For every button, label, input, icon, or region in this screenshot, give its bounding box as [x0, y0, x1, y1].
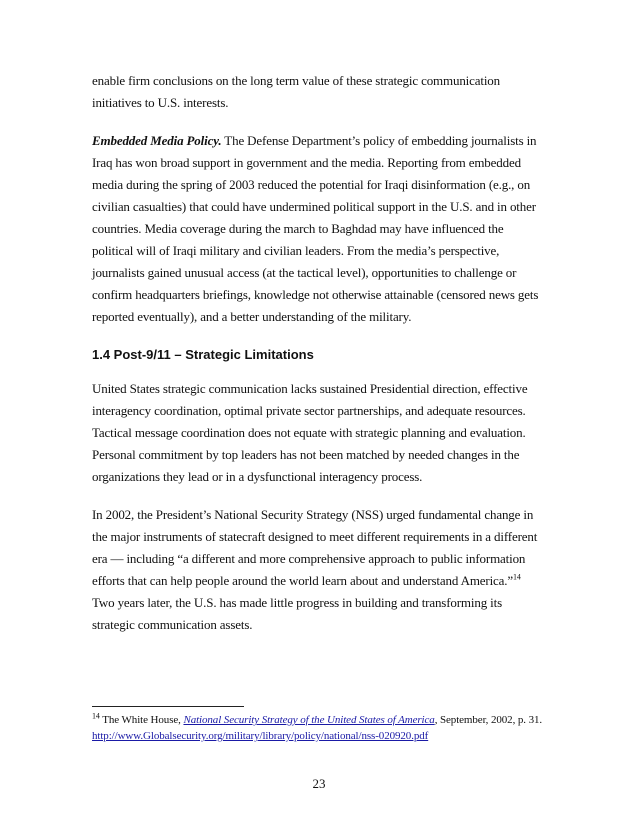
- page-number: 23: [312, 776, 326, 791]
- intro-paragraph: [92, 70, 552, 114]
- section-heading: 1.4 Post-9/11 – Strategic Limitations: [92, 347, 314, 362]
- text-line: Personal commitment by top leaders has not been matched by needed changes in the: [92, 447, 520, 462]
- text-fragment: , September, 2002, p. 31.: [434, 714, 543, 726]
- text-line: Two years later, the U.S. has made little progress in building and transforming its: [92, 595, 502, 610]
- section-paragraph-1: [92, 378, 552, 488]
- section-paragraph-2: [92, 504, 552, 636]
- text-line: political will of Iraqi military and civilian leaders. From the media’s perspective,: [92, 243, 500, 258]
- footnote-reference[interactable]: 14: [513, 572, 521, 582]
- text-line: Tactical message coordination does not equate with strategic planning and evaluation.: [92, 425, 526, 440]
- text-line: countries. Media coverage during the march to Baghdad may have influenced the: [92, 221, 504, 236]
- text-line: journalists gained unusual access (at the tactical level), opportunities to challenge or: [92, 265, 517, 280]
- embedded-media-heading: Embedded Media Policy.: [92, 133, 222, 148]
- embedded-media-paragraph: [92, 130, 552, 328]
- page-body: [92, 70, 552, 652]
- text-fragment: The Defense Department’s policy of embedding journalists in: [221, 133, 537, 148]
- text-line: strategic communication assets.: [92, 617, 253, 632]
- footnote-divider: [92, 706, 244, 707]
- footnote: [92, 712, 562, 744]
- footnote-url-link[interactable]: http://www.Globalsecurity.org/military/library/policy/national/nss-020920.pdf: [92, 730, 429, 742]
- text-line: civilian casualties) that could have undermined political support in the U.S. and in other: [92, 199, 536, 214]
- text-line: [92, 130, 552, 152]
- text-line: In 2002, the President’s National Security Strategy (NSS) urged fundamental change in: [92, 507, 534, 522]
- text-fragment: The White House,: [99, 714, 184, 726]
- footnote-citation: [92, 712, 562, 728]
- text-line: enable firm conclusions on the long term value of these strategic communication: [92, 73, 500, 88]
- text-line: era — including “a different and more comprehensive approach to public information: [92, 551, 526, 566]
- footnote-title-link[interactable]: National Security Strategy of the United States of America: [183, 714, 435, 726]
- text-line: confirm headquarters briefings, knowledge not otherwise attainable (censored news gets: [92, 287, 539, 302]
- text-line: reported eventually), and a better understanding of the military.: [92, 309, 412, 324]
- text-line: Iraq has won broad support in government and the media. Reporting from embedded: [92, 155, 521, 170]
- text-line: United States strategic communication lacks sustained Presidential direction, effective: [92, 381, 528, 396]
- text-line: the major instruments of statecraft designed to meet different requirements in a different: [92, 529, 538, 544]
- text-line: organizations they lead or in a dysfunctional interagency process.: [92, 469, 423, 484]
- text-line: initiatives to U.S. interests.: [92, 95, 229, 110]
- footnote-number: 14: [92, 711, 100, 721]
- text-line: [92, 570, 552, 592]
- text-fragment: efforts that can help people around the world learn about and understand America.”: [92, 573, 513, 588]
- text-line: media during the spring of 2003 reduced the potential for Iraqi disinformation (e.g., on: [92, 177, 531, 192]
- text-line: interagency coordination, optimal private sector partnerships, and adequate resources.: [92, 403, 526, 418]
